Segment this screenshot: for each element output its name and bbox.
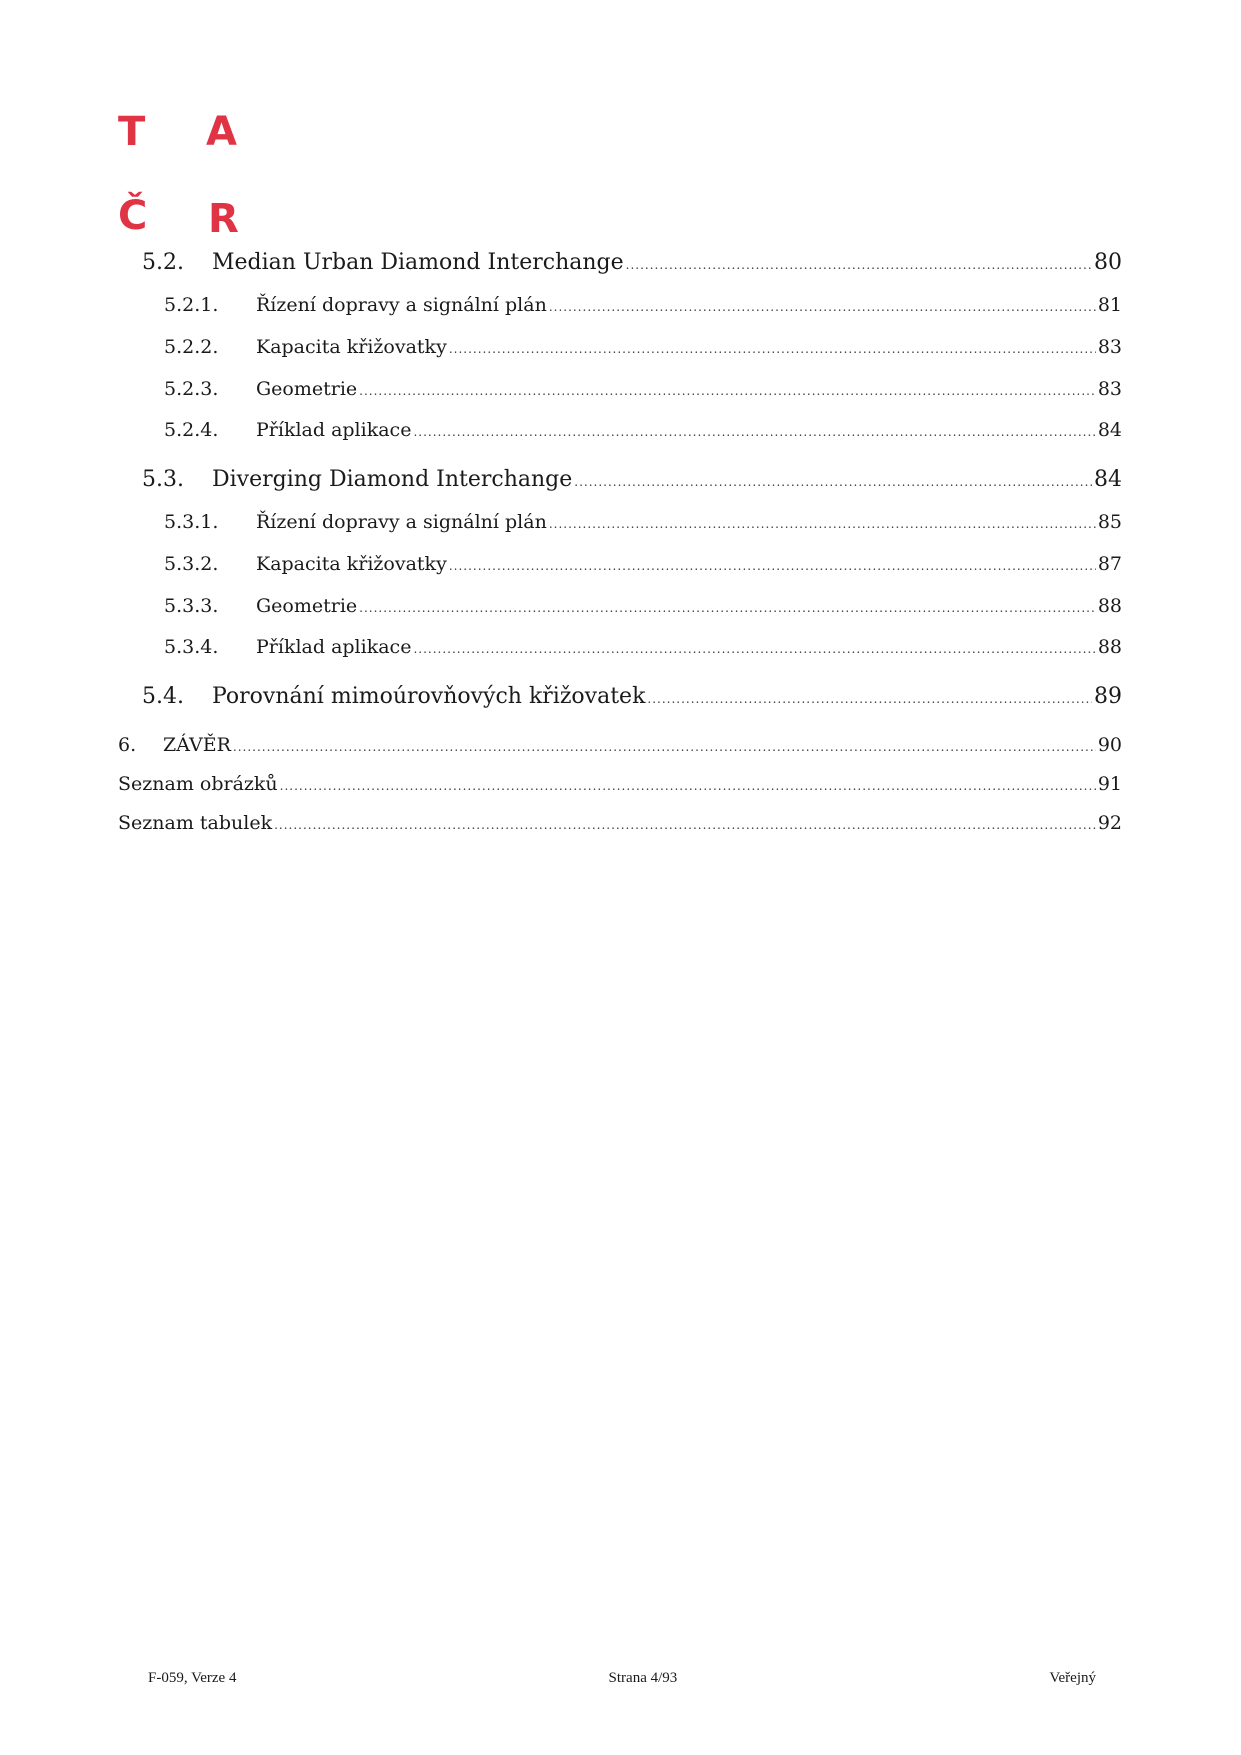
toc-entry-title[interactable]: ZÁVĚR <box>163 734 231 756</box>
toc-dot-leader <box>359 601 1096 615</box>
toc-entry[interactable] <box>118 812 1122 834</box>
toc-entry[interactable] <box>118 294 1122 316</box>
footer-document-version: F-059, Verze 4 <box>148 1670 237 1686</box>
toc-dot-leader <box>233 740 1096 754</box>
toc-dot-leader <box>413 642 1095 656</box>
toc-entry-number: 5.2.1. <box>164 294 219 316</box>
toc-entry[interactable] <box>118 595 1122 617</box>
toc-dot-leader <box>647 692 1092 706</box>
toc-entry-page[interactable]: 84 <box>1097 419 1122 441</box>
toc-entry-title[interactable]: Porovnání mimoúrovňových křižovatek <box>212 684 646 709</box>
toc-entry[interactable] <box>118 419 1122 441</box>
toc-entry[interactable] <box>118 553 1122 575</box>
toc-dot-leader <box>449 559 1096 573</box>
toc-entry-title[interactable]: Diverging Diamond Interchange <box>212 467 573 492</box>
toc-entry-page[interactable]: 81 <box>1097 294 1122 316</box>
footer-page-number: Strana 4/93 <box>608 1670 678 1686</box>
toc-dot-leader <box>413 425 1095 439</box>
toc-dot-leader <box>280 779 1096 793</box>
page-footer <box>148 1670 1096 1687</box>
toc-entry[interactable] <box>118 336 1122 358</box>
toc-entry-number: 5.2. <box>142 250 184 275</box>
footer-classification: Veřejný <box>1049 1670 1096 1686</box>
toc-entry-title[interactable]: Geometrie <box>256 595 358 617</box>
toc-entry-page[interactable]: 84 <box>1094 467 1122 492</box>
toc-entry-title[interactable]: Median Urban Diamond Interchange <box>212 250 624 275</box>
toc-entry-title[interactable]: Geometrie <box>256 378 358 400</box>
toc-entry-page[interactable]: 83 <box>1097 378 1122 400</box>
toc-entry-title[interactable]: Příklad aplikace <box>256 419 412 441</box>
toc-entry[interactable] <box>118 734 1122 756</box>
toc-entry[interactable] <box>118 636 1122 658</box>
logo-letter-c: Č <box>118 193 148 239</box>
toc-entry-title[interactable]: Kapacita křižovatky <box>256 553 447 575</box>
toc-entry-page[interactable]: 80 <box>1094 250 1122 275</box>
toc-entry-title[interactable]: Příklad aplikace <box>256 636 412 658</box>
toc-entry[interactable] <box>118 511 1122 533</box>
logo-letter-t: T <box>118 109 146 155</box>
toc-entry-page[interactable]: 92 <box>1097 812 1122 834</box>
toc-entry-page[interactable]: 83 <box>1097 336 1122 358</box>
toc-dot-leader <box>549 517 1096 531</box>
tacr-logo <box>118 109 248 242</box>
toc-entry-number: 5.3.3. <box>164 595 219 617</box>
toc-entry-title[interactable]: Řízení dopravy a signální plán <box>256 294 547 316</box>
toc-dot-leader <box>359 384 1096 398</box>
toc-entry-number: 5.3. <box>142 467 184 492</box>
toc-entry-page[interactable]: 87 <box>1097 553 1122 575</box>
toc-entry-page[interactable]: 88 <box>1097 636 1122 658</box>
toc-entry-number: 5.2.3. <box>164 378 219 400</box>
toc-entry[interactable] <box>118 467 1122 492</box>
toc-dot-leader <box>626 258 1092 272</box>
toc-entry-number: 5.2.4. <box>164 419 219 441</box>
toc-entry-title[interactable]: Řízení dopravy a signální plán <box>256 511 547 533</box>
toc-dot-leader <box>549 300 1096 314</box>
toc-entry-number: 5.3.4. <box>164 636 219 658</box>
toc-entry-page[interactable]: 90 <box>1097 734 1122 756</box>
toc-dot-leader <box>574 475 1092 489</box>
toc-entry-number: 5.3.2. <box>164 553 219 575</box>
toc-entry-page[interactable]: 91 <box>1097 773 1122 795</box>
toc-entry-number: 5.2.2. <box>164 336 219 358</box>
toc-entry[interactable] <box>118 684 1122 709</box>
toc-entry-number: 5.3.1. <box>164 511 219 533</box>
toc-entry-number: 5.4. <box>142 684 184 709</box>
toc-entry[interactable] <box>118 378 1122 400</box>
toc-dot-leader <box>449 342 1096 356</box>
toc-entry[interactable] <box>118 773 1122 795</box>
toc-entry-title[interactable]: Kapacita křižovatky <box>256 336 447 358</box>
toc-entry-page[interactable]: 89 <box>1094 684 1122 709</box>
toc-entry-title[interactable]: Seznam tabulek <box>118 812 273 834</box>
toc-entry-page[interactable]: 88 <box>1097 595 1122 617</box>
toc-entry-title[interactable]: Seznam obrázků <box>118 773 278 795</box>
toc-entry-number: 6. <box>118 734 137 756</box>
toc-entry[interactable] <box>118 250 1122 275</box>
logo-letter-r: R <box>208 196 239 242</box>
logo-letter-a: A <box>206 109 237 155</box>
toc-dot-leader <box>274 818 1096 832</box>
toc-entry-page[interactable]: 85 <box>1097 511 1122 533</box>
